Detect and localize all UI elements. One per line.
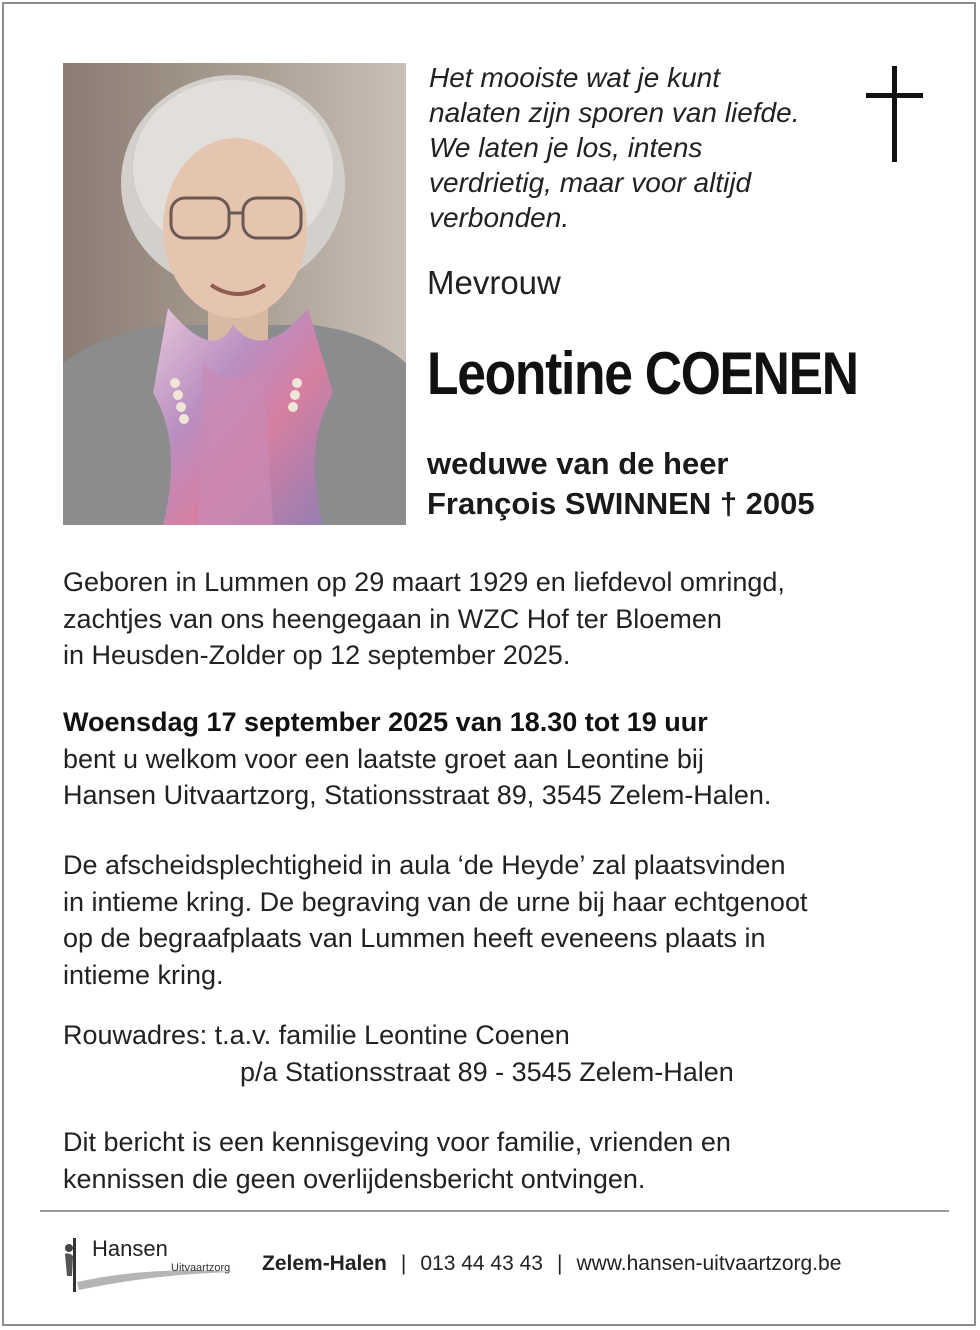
obituary-card [2,2,976,1326]
paragraph-line: in Heusden-Zolder op 12 september 2025. [63,640,571,670]
quote-line: nalaten zijn sporen van liefde. [429,97,800,128]
logo-subtitle: Uitvaartzorg [171,1262,231,1274]
ceremony-paragraph [63,847,807,993]
address-line: Rouwadres: t.a.v. familie Leontine Coenen [63,1020,570,1050]
hansen-logo [59,1232,239,1296]
deceased-name: Leontine COENEN [427,340,858,407]
footer-separator: | [556,1252,563,1275]
quote-line: verdrietig, maar voor altijd [429,167,752,198]
footer-website[interactable]: www.hansen-uitvaartzorg.be [576,1252,842,1275]
paragraph-line: Dit bericht is een kennisgeving voor familie, vrienden en [63,1127,731,1157]
salutation: Mevrouw [427,264,561,301]
quote-line: Het mooiste wat je kunt [429,62,721,93]
paragraph-line: bent u welkom voor een laatste groet aan Leontine bij [63,743,704,774]
paragraph-line: zachtjes van ons heengegaan in WZC Hof ter Bloemen [63,603,722,634]
paragraph-line: op de begraafplaats van Lummen heeft eveneens plaats in [63,923,766,953]
widow-line: François SWINNEN † 2005 [427,486,815,521]
birth-death-paragraph [63,564,785,674]
mourning-address [63,1017,734,1090]
footer-separator: | [400,1252,407,1275]
paragraph-line: in intieme kring. De begraving van de urne bij haar echtgenoot [63,886,808,917]
footer-contact [262,1252,841,1276]
cross-icon [866,66,924,169]
footer-divider [40,1210,949,1212]
memorial-quote [429,60,849,235]
address-line: p/a Stationsstraat 89 - 3545 Zelem-Halen [240,1056,734,1087]
visitation-headline: Woensdag 17 september 2025 van 18.30 tot 19 uur [63,707,708,737]
paragraph-line: Geboren in Lummen op 29 maart 1929 en liefdevol omringd, [63,567,785,597]
widow-of [427,444,815,524]
footer-place: Zelem-Halen [262,1252,387,1275]
paragraph-line: Hansen Uitvaartzorg, Stationsstraat 89, 3545 Zelem-Halen. [63,780,772,810]
quote-line: verbonden. [429,202,570,233]
footer-phone[interactable]: 013 44 43 43 [420,1252,543,1275]
paragraph-line: intieme kring. [63,959,224,990]
portrait-illustration [63,63,406,525]
notice-paragraph [63,1124,731,1197]
visitation-paragraph [63,704,771,814]
paragraph-line: De afscheidsplechtigheid in aula ‘de Heyde’ zal plaatsvinden [63,850,786,880]
portrait-photo [63,63,406,525]
widow-line: weduwe van de heer [427,446,729,481]
paragraph-line: kennissen die geen overlijdensbericht ontvingen. [63,1163,646,1194]
quote-line: We laten je los, intens [429,132,703,163]
logo-name: Hansen [92,1236,168,1261]
